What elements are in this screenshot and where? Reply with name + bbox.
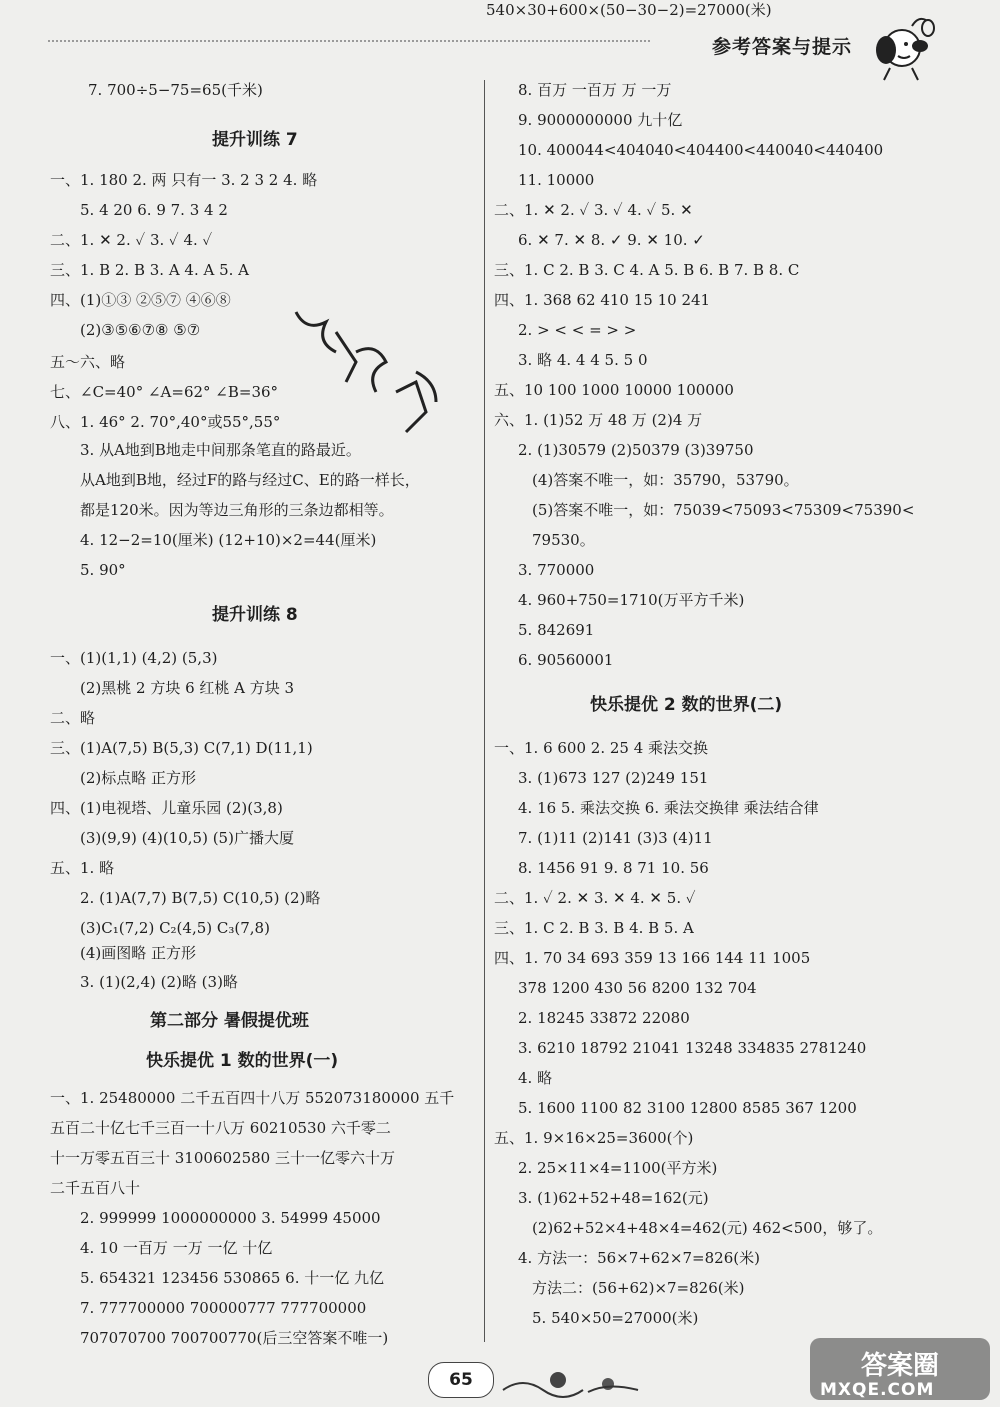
left-answer-line: (4)画图略 正方形 (80, 944, 197, 962)
left-section-heading: 第二部分 暑假提优班 (150, 1011, 309, 1031)
right-answer-line: 六、1. (1)52 万 48 万 (2)4 万 (494, 411, 703, 429)
footer-decoration (498, 1362, 648, 1402)
left-answer-line: 一、1. 25480000 二千五百四十八万 552073180000 五千 (50, 1089, 455, 1107)
right-answer-line: 2. > < < = > > (518, 321, 637, 339)
left-answer-line: 五～六、略 (50, 353, 126, 371)
right-answer-line: 79530。 (532, 531, 595, 549)
left-answer-line: 2. 999999 1000000000 3. 54999 45000 (80, 1209, 381, 1227)
svg-text:答案圈: 答案圈 (860, 1351, 940, 1381)
handwritten-scribble (276, 292, 456, 452)
left-answer-line: 二、略 (50, 709, 96, 727)
right-answer-line: 二、1. ✓ 2. ✕ 3. ✕ 4. ✕ 5. ✓ (494, 889, 696, 907)
left-answer-line: 八、1. 46° 2. 70°,40°或55°,55° (50, 413, 281, 431)
left-answer-line: 二、1. ✕ 2. ✓ 3. ✓ 4. ✓ (50, 231, 213, 249)
left-answer-line: (3)C₁(7,2) C₂(4,5) C₃(7,8) (80, 919, 270, 937)
left-answer-line: 5. 90° (80, 561, 126, 579)
right-answer-line: 7. (1)11 (2)141 (3)3 (4)11 (518, 829, 713, 847)
right-answer-line: 10. 400044<404040<404400<440040<440400 (518, 141, 884, 159)
mascot-illustration (862, 6, 942, 86)
right-answer-line: 5. 1600 1100 82 3100 12800 8585 367 1200 (518, 1099, 857, 1117)
right-answer-line: 9. 9000000000 九十亿 (518, 111, 683, 129)
right-answer-line: 8. 1456 91 9. 8 71 10. 56 (518, 859, 709, 877)
left-answer-line: 7. 700÷5−75=65(千米) (88, 81, 263, 99)
right-answer-line: 一、1. 6 600 2. 25 4 乘法交换 (494, 739, 709, 757)
left-section-heading: 提升训练 8 (212, 605, 298, 625)
right-answer-line: 四、1. 70 34 693 359 13 166 144 11 1005 (494, 949, 811, 967)
right-answer-line: 三、1. C 2. B 3. B 4. B 5. A (494, 919, 694, 937)
left-answer-line: 一、(1)(1,1) (4,2) (5,3) (50, 649, 218, 667)
left-answer-line: (2)标点略 正方形 (80, 769, 197, 787)
right-answer-line: 五、1. 9×16×25=3600(个) (494, 1129, 694, 1147)
left-answer-line: 7. 777700000 700000777 777700000 (80, 1299, 367, 1317)
right-answer-line: 2. 25×11×4=1100(平方米) (518, 1159, 718, 1177)
left-answer-line: 5. 654321 123456 530865 6. 十一亿 九亿 (80, 1269, 385, 1287)
right-answer-line: 378 1200 430 56 8200 132 704 (518, 979, 757, 997)
left-section-heading: 快乐提优 1 数的世界(一) (146, 1051, 339, 1071)
left-answer-line: 4. 12−2=10(厘米) (12+10)×2=44(厘米) (80, 531, 377, 549)
column-divider (484, 80, 485, 1342)
right-answer-line: 5. 842691 (518, 621, 595, 639)
watermark-url: MXQE.COM (820, 1380, 935, 1400)
right-answer-line: 3. 770000 (518, 561, 595, 579)
left-answer-line: 二千五百八十 (50, 1179, 141, 1197)
right-answer-line: 11. 10000 (518, 171, 595, 189)
left-answer-line: (3)(9,9) (4)(10,5) (5)广播大厦 (80, 829, 294, 847)
left-answer-line: 四、(1)①③ ②⑤⑦ ④⑥⑧ (50, 291, 231, 309)
right-answer-line: 4. 960+750=1710(万平方千米) (518, 591, 745, 609)
left-answer-line: 五百二十亿七千三百一十八万 60210530 六千零二 (50, 1119, 391, 1137)
right-answer-line: 四、1. 368 62 410 15 10 241 (494, 291, 711, 309)
right-answer-line: (2)62+52×4+48×4=462(元) 462<500，够了。 (532, 1219, 883, 1237)
left-section-heading: 提升训练 7 (212, 130, 298, 150)
left-answer-line: 十一万零五百三十 3100602580 三十一亿零六十万 (50, 1149, 395, 1167)
page-number: 65 (428, 1362, 494, 1398)
right-answer-line: 2. (1)30579 (2)50379 (3)39750 (518, 441, 754, 459)
left-answer-line: 4. 10 一百万 一万 一亿 十亿 (80, 1239, 273, 1257)
right-answer-line: 5. 540×50=27000(米) (532, 1309, 699, 1327)
right-answer-line: 6. 90560001 (518, 651, 614, 669)
left-answer-line: 2. (1)A(7,7) B(7,5) C(10,5) (2)略 (80, 889, 321, 907)
left-answer-line: 707070700 700700770(后三空答案不唯一) (80, 1329, 389, 1347)
right-answer-line: 4. 16 5. 乘法交换 6. 乘法交换律 乘法结合律 (518, 799, 819, 817)
right-answer-line: 3. 略 4. 4 4 5. 5 0 (518, 351, 648, 369)
right-answer-line: 540×30+600×(50−30−2)=27000(米) (486, 1, 772, 19)
left-answer-line: 五、1. 略 (50, 859, 115, 877)
right-answer-line: 方法二：(56+62)×7=826(米) (532, 1279, 745, 1297)
left-answer-line: 三、1. B 2. B 3. A 4. A 5. A (50, 261, 250, 279)
left-answer-line: 四、(1)电视塔、儿童乐园 (2)(3,8) (50, 799, 283, 817)
right-answer-line: (5)答案不唯一，如：75039<75093<75309<75390< (532, 501, 915, 519)
right-answer-line: 3. (1)62+52+48=162(元) (518, 1189, 709, 1207)
left-answer-line: 一、1. 180 2. 两 只有一 3. 2 3 2 4. 略 (50, 171, 318, 189)
left-answer-line: 3. 从A地到B地走中间那条笔直的路最近。 (80, 441, 361, 459)
right-answer-line: 4. 略 (518, 1069, 553, 1087)
left-answer-line: 5. 4 20 6. 9 7. 3 4 2 (80, 201, 228, 219)
right-answer-line: 4. 方法一：56×7+62×7=826(米) (518, 1249, 760, 1267)
right-answer-line: 三、1. C 2. B 3. C 4. A 5. B 6. B 7. B 8. C (494, 261, 800, 279)
right-answer-line: 2. 18245 33872 22080 (518, 1009, 690, 1027)
left-answer-line: 从A地到B地，经过F的路与经过C、E的路一样长， (80, 471, 420, 489)
left-answer-line: 都是120米。因为等边三角形的三条边都相等。 (80, 501, 394, 519)
right-answer-line: 6. ✕ 7. ✕ 8. ✓ 9. ✕ 10. ✓ (518, 231, 705, 249)
left-answer-line: 三、(1)A(7,5) B(5,3) C(7,1) D(11,1) (50, 739, 313, 757)
header-title: 参考答案与提示 (712, 36, 853, 58)
left-answer-line: (2)③⑤⑥⑦⑧ ⑤⑦ (80, 321, 201, 339)
right-answer-line: 8. 百万 一百万 万 一万 (518, 81, 672, 99)
right-answer-line: (4)答案不唯一，如：35790，53790。 (532, 471, 799, 489)
left-answer-line: (2)黑桃 2 方块 6 红桃 A 方块 3 (80, 679, 295, 697)
left-answer-line: 3. (1)(2,4) (2)略 (3)略 (80, 973, 238, 991)
right-answer-line: 二、1. ✕ 2. ✓ 3. ✓ 4. ✓ 5. ✕ (494, 201, 693, 219)
right-answer-line: 五、10 100 1000 10000 100000 (494, 381, 734, 399)
right-section-heading: 快乐提优 2 数的世界(二) (590, 695, 783, 715)
right-answer-line: 3. (1)673 127 (2)249 151 (518, 769, 709, 787)
right-answer-line: 3. 6210 18792 21041 13248 334835 2781240 (518, 1039, 867, 1057)
header-dotted-rule (48, 40, 650, 42)
left-answer-line: 七、∠C=40° ∠A=62° ∠B=36° (50, 383, 279, 401)
